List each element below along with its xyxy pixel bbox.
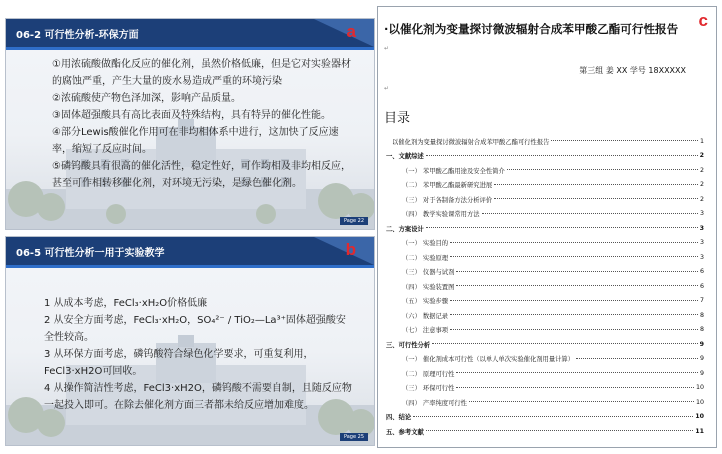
toc-entry-page: 3 — [699, 253, 704, 261]
toc-entry-label: 三、可行性分析 — [386, 341, 431, 349]
toc-entry[interactable] — [386, 236, 704, 251]
toc-entry-page: 2 — [699, 152, 704, 160]
slide-a — [5, 18, 375, 230]
toc-entry-page: 10 — [695, 384, 704, 392]
toc-leader-dots — [494, 183, 698, 185]
paragraph-mark-icon: ↵ — [384, 85, 390, 92]
toc-entry[interactable] — [386, 308, 704, 323]
toc-entry[interactable] — [386, 134, 704, 149]
toc-leader-dots — [450, 313, 698, 315]
toc-entry-page: 6 — [699, 268, 704, 276]
page-number: Page 22 — [340, 217, 368, 225]
toc-entry-page: 2 — [699, 181, 704, 189]
slide-body — [52, 56, 352, 192]
toc-entry-page: 9 — [699, 340, 704, 348]
toc-leader-dots — [432, 342, 698, 344]
toc-leader-dots — [413, 415, 693, 417]
toc-leader-dots — [450, 299, 698, 301]
paragraph: 2 从安全方面考虑，FeCl₃·xH₂O，SO₄²⁻ / TiO₂—La³⁺固体超强酸安全性较高。 — [44, 315, 346, 343]
paragraph: 4 从操作简洁性考虑，FeCl3·xH2O，磷钨酸不需要自制，且随反应物一起投入即可。在除去催化剂方面三者都未给反应增加难度。 — [44, 383, 352, 411]
toc-entry-label: （三） 对于各制备方法分析评价 — [402, 196, 493, 204]
toc-entry[interactable] — [386, 221, 704, 236]
toc-entry-label: （二） 苯甲酸乙酯最新研究进展 — [402, 182, 493, 190]
toc-entry-page: 7 — [699, 297, 704, 305]
paragraph: ④部分Lewis酸催化作用可在非均相体系中进行，这加快了反应速率，缩短了反应时间。 — [52, 127, 339, 155]
toc-entry[interactable] — [386, 265, 704, 280]
toc-entry[interactable] — [386, 149, 704, 164]
toc-leader-dots — [456, 284, 698, 286]
toc-entry-label: 二、方案设计 — [386, 225, 424, 233]
toc-entry[interactable] — [386, 207, 704, 222]
toc-entry-page: 10 — [695, 398, 704, 406]
toc-entry[interactable] — [386, 337, 704, 352]
toc-entry-page: 9 — [699, 355, 704, 363]
panel-label-b: b — [345, 240, 356, 259]
toc-leader-dots — [450, 241, 698, 243]
toc-entry-page: 2 — [699, 166, 704, 174]
toc-entry-label: 四、结论 — [386, 414, 412, 422]
toc-entry-label: （二） 原理可行性 — [402, 370, 455, 378]
toc-entry-label: （一） 苯甲酸乙酯用途及安全性简介 — [402, 167, 505, 175]
paragraph: 3 从环保方面考虑，磷钨酸符合绿色化学要求，可重复利用，FeCl3·xH2O可回收。 — [44, 349, 314, 377]
slide-body — [44, 295, 354, 414]
toc-entry[interactable] — [386, 395, 704, 410]
toc-entry-label: （四） 产率纯度可行性 — [402, 399, 467, 407]
toc-entry[interactable] — [386, 192, 704, 207]
paragraph: ①用浓硫酸做酯化反应的催化剂，虽然价格低廉，但是它对实验器材的腐蚀严重，产生大量的废水易造成严重的环境污染 — [52, 59, 351, 87]
toc-entry-label: （三） 仪器与试剂 — [402, 269, 455, 277]
toc-entry[interactable] — [386, 250, 704, 265]
document-author: 第三组 姜 XX 学号 18XXXXX — [579, 66, 686, 75]
slide-header — [6, 19, 374, 47]
toc-entry-label: （四） 实验装置图 — [402, 283, 455, 291]
toc-leader-dots — [482, 212, 698, 214]
paragraph: ③固体超强酸具有高比表面及特殊结构，具有特异的催化性能。 — [52, 110, 331, 121]
toc-entry-page: 3 — [699, 239, 704, 247]
paragraph-mark-icon: ↵ — [384, 45, 390, 52]
toc-entry-label: （五） 实验步骤 — [402, 298, 449, 306]
toc-entry-page: 1 — [699, 137, 704, 145]
toc-leader-dots — [450, 328, 698, 330]
paragraph: 1 从成本考虑，FeCl₃·xH₂O价格低廉 — [44, 298, 208, 309]
document-page-c — [377, 6, 717, 448]
toc-heading: 目录 — [384, 111, 411, 126]
toc-entry-label: （二） 实验原理 — [402, 254, 449, 262]
toc-entry-label: 五、参考文献 — [386, 428, 424, 436]
toc-leader-dots — [450, 255, 698, 257]
toc-entry-page: 2 — [699, 195, 704, 203]
toc-entry[interactable] — [386, 178, 704, 193]
paragraph: ②浓硫酸使产物色泽加深，影响产品质量。 — [52, 93, 241, 104]
paragraph: ⑤磷钨酸具有很高的催化活性，稳定性好，可作均相及非均相反应，甚至可作相转移催化剂，对环境无污染，是绿色催化剂。 — [52, 161, 351, 189]
toc-leader-dots — [469, 400, 694, 402]
toc-entry-page: 9 — [699, 369, 704, 377]
toc-entry-label: （三） 环保可行性 — [402, 385, 455, 393]
toc-leader-dots — [456, 371, 698, 373]
toc-entry-label: （六） 数据记录 — [402, 312, 449, 320]
toc-entry[interactable] — [386, 410, 704, 425]
toc-leader-dots — [576, 357, 698, 359]
toc-entry-label: （一） 实验目的 — [402, 240, 449, 248]
toc-entry-page: 11 — [695, 427, 704, 435]
toc-entry-page: 6 — [699, 282, 704, 290]
toc-entry-page: 3 — [699, 224, 704, 232]
document-title: ·以催化剂为变量探讨微波辐射合成苯甲酸乙酯可行性报告 — [384, 22, 679, 36]
toc-entry-label: （七） 注意事项 — [402, 327, 449, 335]
toc-leader-dots — [507, 168, 698, 170]
slide-b — [5, 236, 375, 446]
toc-entry-page: 10 — [695, 413, 704, 421]
slide-title: 06-5 可行性分析一用于实验教学 — [16, 248, 165, 259]
toc-entry-label: 一、文献综述 — [386, 153, 424, 161]
toc-entry-page: 3 — [699, 210, 704, 218]
panel-label-c: c — [698, 11, 708, 30]
toc-leader-dots — [456, 386, 694, 388]
slide-header — [6, 237, 374, 265]
toc-entry[interactable] — [386, 424, 704, 439]
toc-entry[interactable] — [386, 279, 704, 294]
toc-leader-dots — [426, 429, 693, 431]
toc-leader-dots — [551, 139, 698, 141]
toc-leader-dots — [456, 270, 698, 272]
toc-entry-label: 以催化剂为变量探讨微波辐射合成苯甲酸乙酯可行性报告 — [392, 138, 550, 146]
toc-leader-dots — [494, 197, 698, 199]
toc-entry-page: 8 — [699, 326, 704, 334]
slide-title: 06-2 可行性分析-环保方面 — [16, 30, 139, 41]
toc-entry[interactable] — [386, 294, 704, 309]
toc-entry[interactable] — [386, 352, 704, 367]
toc-entry[interactable] — [386, 366, 704, 381]
panel-label-a: a — [346, 22, 356, 41]
toc-leader-dots — [426, 154, 698, 156]
toc-leader-dots — [426, 226, 698, 228]
toc-entry[interactable] — [386, 381, 704, 396]
toc-entry-page: 8 — [699, 311, 704, 319]
toc-entry[interactable] — [386, 323, 704, 338]
page-number: Page 25 — [340, 433, 368, 441]
toc-entry[interactable] — [386, 163, 704, 178]
table-of-contents — [386, 134, 704, 439]
toc-entry-label: （四） 教学实验课常用方法 — [402, 211, 480, 219]
toc-entry-label: （一） 催化剂成本可行性（以单人单次实验催化剂用量计算） — [402, 356, 575, 364]
